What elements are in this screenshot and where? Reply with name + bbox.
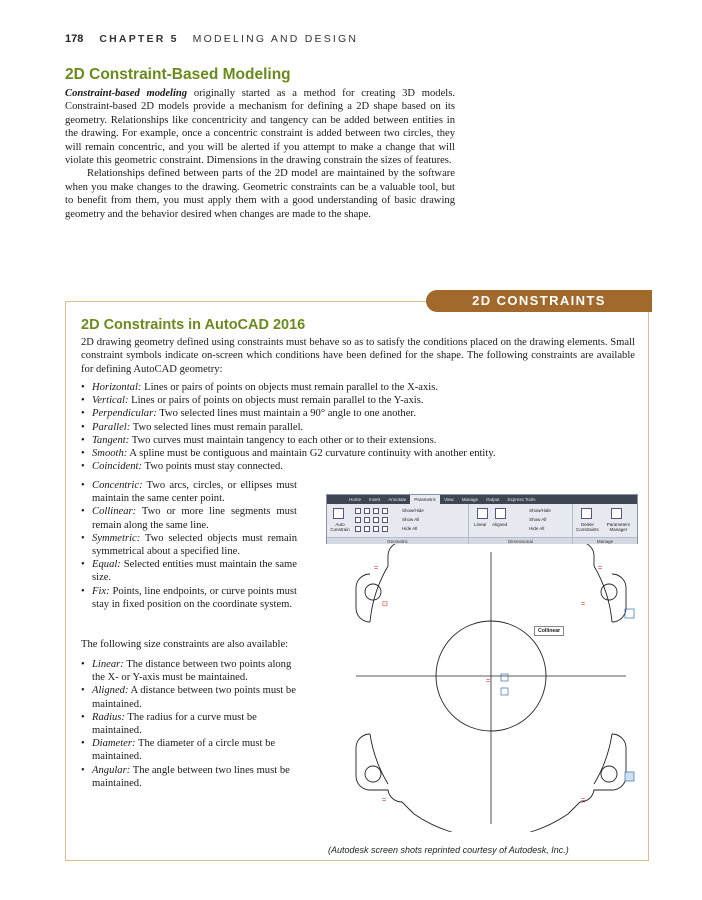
- equal-symbol: =: [382, 797, 387, 804]
- running-header: [65, 33, 358, 45]
- tangent-icon[interactable]: [355, 526, 361, 532]
- sidebar-intro: 2D drawing geometry defined using constraints must behave so as to satisfy the conditions placed on the drawing elements. Small constraint symbols indicate on-screen which conditions have been defined for the shape. The following constraints are available for defining AutoCAD geometry:: [81, 337, 635, 375]
- auto-constrain-button[interactable]: Auto Constrain: [330, 522, 350, 532]
- geometric-constraints-list: [81, 381, 635, 473]
- list-item: • Collinear: Two or more line segments must remain along the same line.: [81, 505, 297, 531]
- hole-top-right: [601, 584, 617, 600]
- ribbon-tabs: [327, 495, 637, 504]
- tab-view[interactable]: View: [444, 497, 454, 502]
- smooth-icon[interactable]: [364, 526, 370, 532]
- dim-show-all-button[interactable]: Show All: [529, 517, 547, 522]
- horizontal-icon[interactable]: [373, 517, 379, 523]
- paragraph-1-text: originally started as a method for creating 3D models. Constraint-based 2D models provide a mechanism for defining a 2D shape based on its geometry. Relationships like concentricity and tangency can be added between entities in the drawing. For example, once a concentric constraint is added between two circles, they will remain concentric, and you will be alerted if you attempt to make a change that will violate this geometric constraint. Dimensions in the drawing constrain the sizes of features.: [65, 88, 456, 167]
- linear-button[interactable]: Linear: [474, 522, 487, 527]
- manage-panel-title: Manage: [596, 539, 614, 544]
- list-item: • Symmetric: Two selected objects must remain symmetrical about a specified line.: [81, 532, 297, 558]
- tab-output[interactable]: Output: [486, 497, 500, 502]
- list-item: • Perpendicular: Two selected lines must maintain a 90° angle to one another.: [81, 407, 635, 420]
- list-item: • Aligned: A distance between two points must be maintained.: [81, 684, 297, 710]
- list-item: • Radius: The radius for a curve must be maintained.: [81, 711, 297, 737]
- chapter-label: CHAPTER 5: [99, 33, 179, 45]
- page-number: 178: [65, 33, 84, 45]
- constrained-drawing: [326, 544, 638, 832]
- tab-express-tools[interactable]: Express Tools: [507, 497, 536, 502]
- hole-bottom-left: [365, 766, 381, 782]
- list-item: • Equal: Selected entities must maintain the same size.: [81, 558, 297, 584]
- geometric-constraints-list-continued: [81, 479, 297, 611]
- section-title: 2D Constraint-Based Modeling: [65, 66, 291, 83]
- constraint-glyph: [625, 609, 634, 618]
- fix-icon[interactable]: [382, 508, 388, 514]
- top-left-lug: [356, 544, 414, 622]
- perpendicular-icon[interactable]: [364, 517, 370, 523]
- equal-symbol: =: [486, 678, 491, 685]
- list-item: • Angular: The angle between two lines must be maintained.: [81, 764, 297, 790]
- intro-paragraph-2: Relationships defined between parts of the 2D model are maintained by the software when you make changes to the drawing. Geometric constraints can be a valuable tool, but to benefit from them, you must apply them with a good understanding of basic drawing geometry and the behavior desired when changes are made to the shape.: [65, 168, 455, 220]
- tab-manage[interactable]: Manage: [461, 497, 479, 502]
- tab-insert[interactable]: Insert: [369, 497, 381, 502]
- chapter-title: MODELING AND DESIGN: [192, 33, 359, 45]
- concentric-icon[interactable]: [373, 508, 379, 514]
- equal-symbol: =: [581, 797, 586, 804]
- parameters-manager-button[interactable]: Parameters Manager: [606, 522, 631, 532]
- constraints-sidebar: [65, 293, 649, 861]
- dim-hide-all-button[interactable]: Hide All: [529, 526, 545, 531]
- show-hide-button[interactable]: Show/Hide: [402, 508, 424, 513]
- show-all-button[interactable]: Show All: [402, 517, 420, 522]
- sidebar-title: 2D Constraints in AutoCAD 2016: [81, 317, 306, 333]
- size-constraints-list: [81, 658, 297, 790]
- constraint-glyph: [501, 674, 508, 681]
- list-item: • Parallel: Two selected lines must remain parallel.: [81, 421, 635, 434]
- equal-symbol: =: [374, 565, 379, 572]
- geometric-panel: [327, 504, 469, 537]
- constraint-glyph: [625, 772, 634, 781]
- dimensional-panel: [469, 504, 573, 537]
- parametric-ribbon: [326, 494, 638, 544]
- hide-all-button[interactable]: Hide All: [402, 526, 418, 531]
- constraint-glyph: [501, 688, 508, 695]
- list-item: • Horizontal: Lines or pairs of points on objects must remain parallel to the X-axis.: [81, 381, 635, 394]
- auto-constrain-icon: [333, 508, 344, 519]
- list-item: • Concentric: Two arcs, circles, or ellipses must maintain the same center point.: [81, 479, 297, 505]
- equal-icon[interactable]: [382, 526, 388, 532]
- dim-show-hide-button[interactable]: Show/Hide: [529, 508, 551, 513]
- tab-annotate[interactable]: Annotate: [388, 497, 407, 502]
- fx-icon: [611, 508, 622, 519]
- intro-paragraph-1: [65, 87, 455, 167]
- sidebar-tab: 2D CONSTRAINTS: [426, 290, 652, 312]
- size-constraints-intro: The following size constraints are also available:: [81, 639, 289, 650]
- geometric-panel-title: Geometric: [327, 538, 469, 546]
- ribbon-body: [327, 504, 637, 537]
- list-item: • Diameter: The diameter of a circle must be maintained.: [81, 737, 297, 763]
- aligned-button[interactable]: Aligned: [492, 522, 508, 527]
- vertical-icon[interactable]: [382, 517, 388, 523]
- top-right-lug: [568, 544, 626, 622]
- symmetric-icon[interactable]: [373, 526, 379, 532]
- list-item: • Tangent: Two curves must maintain tangency to each other or to their extensions.: [81, 434, 635, 447]
- list-item: • Vertical: Lines or pairs of points on objects must remain parallel to the Y-axis.: [81, 394, 635, 407]
- dimensional-panel-title: Dimensional: [469, 538, 573, 546]
- list-item: • Fix: Points, line endpoints, or curve points must stay in fixed position on the coordinate system.: [81, 585, 297, 611]
- equal-symbol: =: [581, 601, 586, 608]
- hole-bottom-right: [601, 766, 617, 782]
- equal-symbol: =: [598, 565, 603, 572]
- parallel-icon[interactable]: [355, 517, 361, 523]
- figure-caption: (Autodesk screen shots reprinted courtesy of Autodesk, Inc.): [328, 845, 569, 855]
- aligned-icon: [495, 508, 506, 519]
- hole-top-left: [365, 584, 381, 600]
- list-item: • Coincident: Two points must stay connected.: [81, 460, 635, 473]
- fix-symbol: ⊡: [382, 601, 388, 608]
- delete-constraints-button[interactable]: Delete Constraints: [576, 522, 599, 532]
- collinear-icon[interactable]: [364, 508, 370, 514]
- lead-term: Constraint-based modeling: [65, 88, 188, 99]
- manage-panel: [573, 504, 637, 537]
- delete-constraints-icon: [581, 508, 592, 519]
- linear-icon: [477, 508, 488, 519]
- list-item: • Smooth: A spline must be contiguous and maintain G2 curvature continuity with another entity.: [81, 447, 635, 460]
- intro-text: [65, 87, 455, 221]
- list-item: • Linear: The distance between two points along the X- or Y-axis must be maintained.: [81, 658, 297, 684]
- tab-home[interactable]: Home: [349, 497, 362, 502]
- coincident-icon[interactable]: [355, 508, 361, 514]
- tab-parametric[interactable]: Parametric: [410, 495, 440, 504]
- collinear-tooltip: Collinear: [534, 626, 564, 636]
- autocad-screenshot: [326, 494, 638, 832]
